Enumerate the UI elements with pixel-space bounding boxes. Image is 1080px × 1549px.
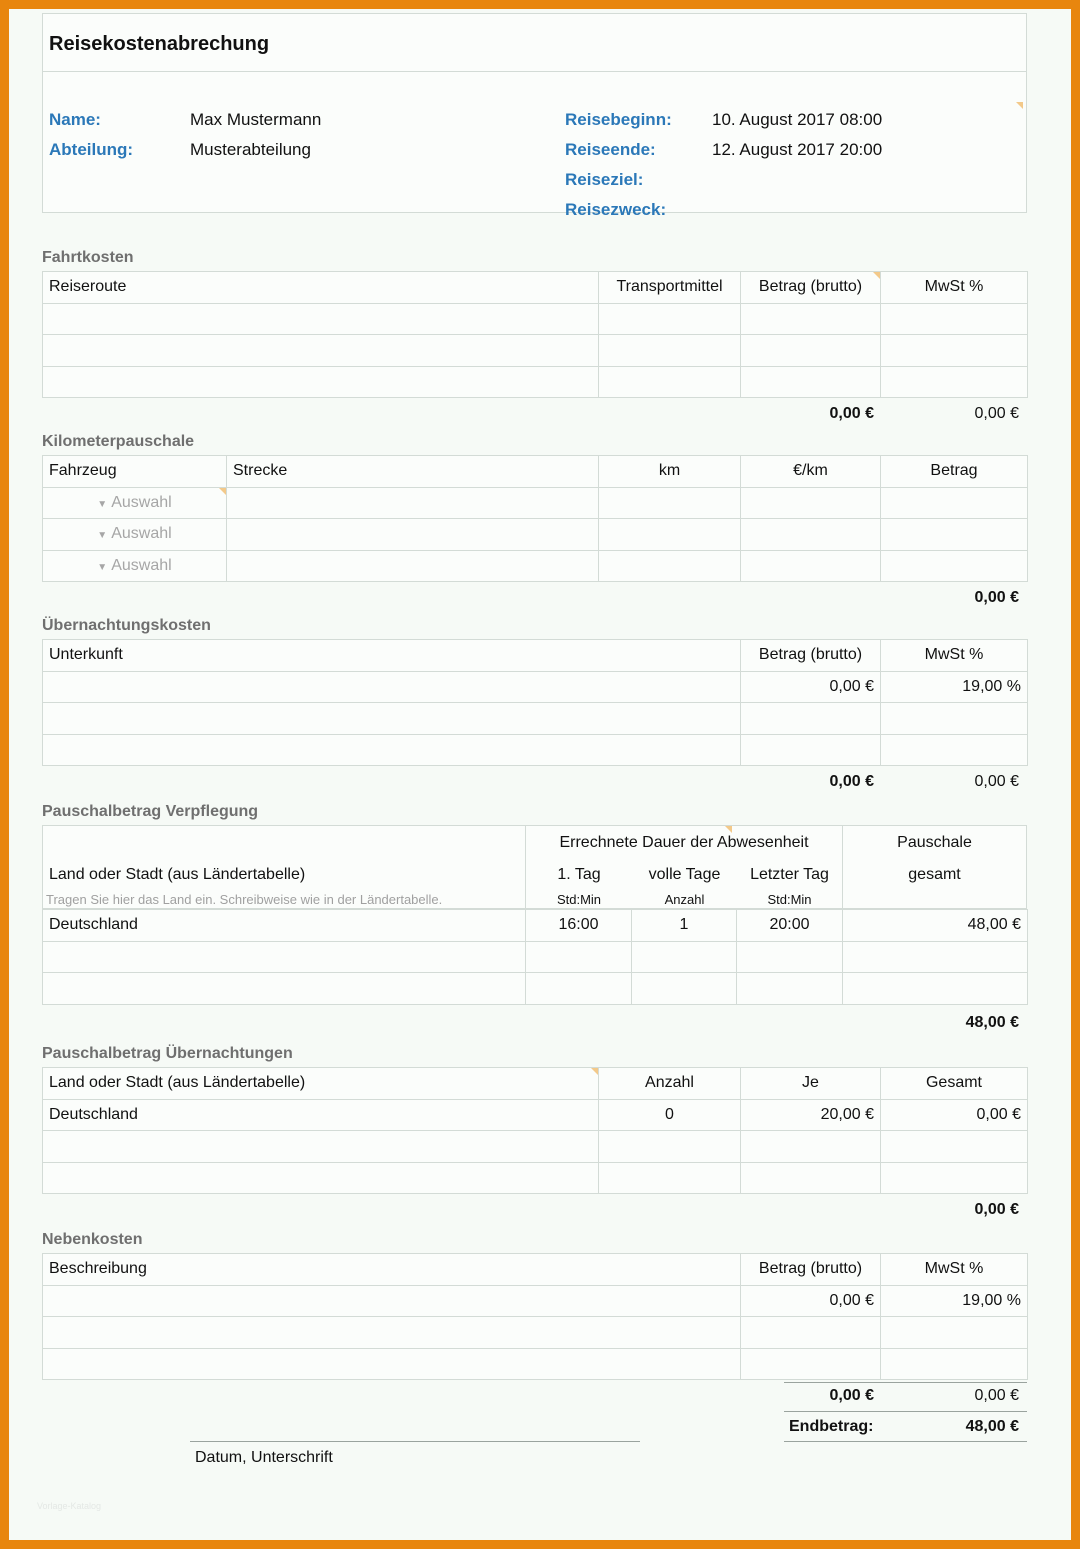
rate-cell[interactable] [741,550,881,582]
accommodation-cell[interactable] [43,734,741,766]
overnight-allowance-table [42,1067,1028,1194]
route-cell[interactable] [227,487,599,519]
travel-total-vat: 0,00 € [974,405,1019,422]
department-field[interactable]: Musterabteilung [190,140,311,159]
amount-cell[interactable] [741,703,881,735]
amount-cell [881,550,1028,582]
accommodation-cell[interactable] [43,671,741,703]
vat-cell[interactable] [881,303,1028,335]
km-cell[interactable] [599,519,741,551]
vat-cell[interactable] [881,335,1028,367]
table-header-row [43,456,1028,488]
meal-allowance-table [42,909,1028,1005]
rate-cell [741,1131,881,1163]
amount-cell[interactable] [741,1348,881,1380]
full-days-header: volle Tage [648,866,721,883]
country-cell[interactable] [43,973,526,1005]
table-row [43,973,1028,1005]
column-header: MwSt % [881,1254,1028,1286]
signature-label: Datum, Unterschrift [195,1449,333,1466]
grand-total-value: 48,00 € [965,1418,1019,1435]
meal-allowance-total: 48,00 € [965,1014,1019,1031]
watermark: Vorlage-Katalog [37,1501,102,1511]
count-cell[interactable] [599,1162,741,1194]
km-cell[interactable] [599,550,741,582]
table-row [43,1131,1028,1163]
trip-end-label: Reiseende: [565,140,656,159]
signature-line [190,1441,640,1442]
last-day-cell[interactable]: 20:00 [737,910,843,942]
country-cell[interactable]: Deutschland [43,1099,599,1131]
table-row [43,366,1028,398]
column-header: Fahrzeug [43,456,227,488]
section-title-nebenkosten: Nebenkosten [42,1231,143,1248]
column-header: MwSt % [881,272,1028,304]
column-header: Je [741,1068,881,1100]
vat-cell[interactable]: 19,00 % [881,671,1028,703]
country-cell[interactable] [43,1131,599,1163]
table-row [43,487,1028,519]
dropdown-arrow-icon: ▼ [97,561,108,573]
name-field[interactable]: Max Mustermann [190,110,322,129]
allowance-total-cell [843,941,1028,973]
table-row [43,910,1028,942]
trip-start-label: Reisebeginn: [565,110,672,129]
amount-cell[interactable]: 0,00 € [741,1285,881,1317]
column-header: Unterkunft [43,640,741,672]
route-cell[interactable] [43,335,599,367]
full-days-cell[interactable] [632,973,737,1005]
table-row [43,941,1028,973]
route-cell[interactable] [43,366,599,398]
duration-group-header: Errechnete Dauer der Abwesenheit [559,834,809,851]
column-header: Beschreibung [43,1254,741,1286]
additional-total-brutto: 0,00 € [829,1387,874,1404]
gesamt-header: gesamt [908,866,961,883]
count-cell[interactable] [599,1131,741,1163]
totals-divider [784,1382,1027,1383]
column-header: Strecke [227,456,599,488]
total-cell [881,1131,1028,1163]
accommodation-table [42,639,1028,766]
last-day-unit: Std:Min [767,892,812,907]
table-row [43,1317,1028,1349]
overnight-allowance-total: 0,00 € [974,1201,1019,1218]
meal-table-header [42,825,1027,909]
column-header: Land oder Stadt (aus Ländertabelle) [43,1068,599,1100]
name-label: Name: [49,110,101,129]
allowance-total-cell: 48,00 € [843,910,1028,942]
allowance-total-cell [843,973,1028,1005]
first-day-cell[interactable] [526,973,632,1005]
column-header: MwSt % [881,640,1028,672]
amount-cell[interactable] [741,335,881,367]
vat-cell[interactable] [881,703,1028,735]
accommodation-total-brutto: 0,00 € [829,773,874,790]
travel-total-brutto: 0,00 € [829,405,874,422]
route-cell[interactable] [227,519,599,551]
report-title: Reisekostenabrechung [43,14,1026,72]
amount-cell[interactable] [741,303,881,335]
table-header-row [43,640,1028,672]
route-cell[interactable] [227,550,599,582]
table-header-row [43,1254,1028,1286]
table-row [43,703,1028,735]
amount-cell [881,519,1028,551]
table-row [43,734,1028,766]
accommodation-total-vat: 0,00 € [974,773,1019,790]
totals-divider [784,1441,1027,1442]
vat-cell[interactable] [881,1317,1028,1349]
trip-start-field[interactable]: 10. August 2017 08:00 [712,110,883,129]
column-header: €/km [741,456,881,488]
amount-cell[interactable] [741,1317,881,1349]
first-day-header: 1. Tag [557,866,601,883]
country-cell[interactable]: Deutschland [43,910,526,942]
column-header: Reiseroute [43,272,599,304]
dropdown-arrow-icon: ▼ [97,498,108,510]
table-row [43,1162,1028,1194]
additional-costs-table [42,1253,1028,1380]
accommodation-cell[interactable] [43,703,741,735]
column-header: Betrag (brutto) [741,1254,881,1286]
destination-label: Reiseziel: [565,170,644,189]
additional-total-vat: 0,00 € [974,1387,1019,1404]
full-days-cell[interactable] [632,941,737,973]
table-row [43,519,1028,551]
first-day-cell[interactable] [526,941,632,973]
department-label: Abteilung: [49,140,134,159]
km-cell[interactable] [599,487,741,519]
vehicle-select[interactable]: ▼ Auswahl [43,519,227,551]
totals-divider [784,1411,1027,1412]
country-header: Land oder Stadt (aus Ländertabelle) [49,866,306,883]
table-header-row [43,1068,1028,1100]
vat-cell[interactable]: 19,00 % [881,1285,1028,1317]
first-day-cell[interactable]: 16:00 [526,910,632,942]
dropdown-arrow-icon: ▼ [97,530,108,542]
vehicle-select[interactable]: ▼ Auswahl [43,550,227,582]
transport-cell[interactable] [599,366,741,398]
mileage-table [42,455,1028,582]
travel-costs-table [42,271,1028,398]
mileage-total: 0,00 € [974,589,1019,606]
vat-cell[interactable] [881,366,1028,398]
count-cell[interactable]: 0 [599,1099,741,1131]
section-title-kilometerpauschale: Kilometerpauschale [42,433,195,450]
route-cell[interactable] [43,303,599,335]
destination-field[interactable] [712,170,1012,190]
comment-marker-icon [725,826,732,833]
column-header: km [599,456,741,488]
country-cell[interactable] [43,1162,599,1194]
vehicle-select[interactable]: ▼ Auswahl [43,487,227,519]
grand-total-label: Endbetrag: [789,1418,874,1435]
country-cell[interactable] [43,941,526,973]
table-header-row [43,272,1028,304]
transport-cell[interactable] [599,335,741,367]
rate-cell[interactable] [741,487,881,519]
table-row [43,550,1028,582]
table-row [43,1285,1028,1317]
pauschale-header: Pauschale [897,834,972,851]
column-header: Anzahl [599,1068,741,1100]
amount-cell[interactable] [741,734,881,766]
description-cell[interactable] [43,1317,741,1349]
country-hint: Tragen Sie hier das Land ein. Schreibweise wie in der Ländertabelle. [46,892,443,907]
report-header [42,13,1027,219]
rate-cell [741,1162,881,1194]
total-cell: 0,00 € [881,1099,1028,1131]
vat-cell[interactable] [881,1348,1028,1380]
column-header: Betrag [881,456,1028,488]
description-cell[interactable] [43,1348,741,1380]
amount-cell [881,487,1028,519]
table-row [43,303,1028,335]
total-cell [881,1162,1028,1194]
column-header: Transportmittel [599,272,741,304]
amount-cell[interactable] [741,366,881,398]
table-row [43,1348,1028,1380]
section-title-verpflegung: Pauschalbetrag Verpflegung [42,803,259,820]
table-row [43,671,1028,703]
section-title-fahrtkosten: Fahrtkosten [42,249,134,266]
full-days-unit: Anzahl [664,892,705,907]
last-day-cell[interactable] [737,973,843,1005]
section-title-uebernachtungskosten: Übernachtungskosten [42,617,211,634]
table-row [43,1099,1028,1131]
rate-cell[interactable] [741,519,881,551]
last-day-header: Letzter Tag [750,866,829,883]
first-day-unit: Std:Min [556,892,602,907]
vat-cell[interactable] [881,734,1028,766]
amount-cell[interactable]: 0,00 € [741,671,881,703]
last-day-cell[interactable] [737,941,843,973]
description-cell[interactable] [43,1285,741,1317]
column-header: Betrag (brutto) [741,272,881,304]
full-days-cell[interactable]: 1 [632,910,737,942]
trip-end-field[interactable]: 12. August 2017 20:00 [712,140,883,159]
purpose-label: Reisezweck: [565,200,667,219]
purpose-field[interactable] [712,200,1012,220]
column-header: Gesamt [881,1068,1028,1100]
comment-marker-icon [1016,102,1023,109]
table-row [43,335,1028,367]
transport-cell[interactable] [599,303,741,335]
rate-cell: 20,00 € [741,1099,881,1131]
section-title-pauschal-uebernachtungen: Pauschalbetrag Übernachtungen [42,1045,293,1062]
column-header: Betrag (brutto) [741,640,881,672]
